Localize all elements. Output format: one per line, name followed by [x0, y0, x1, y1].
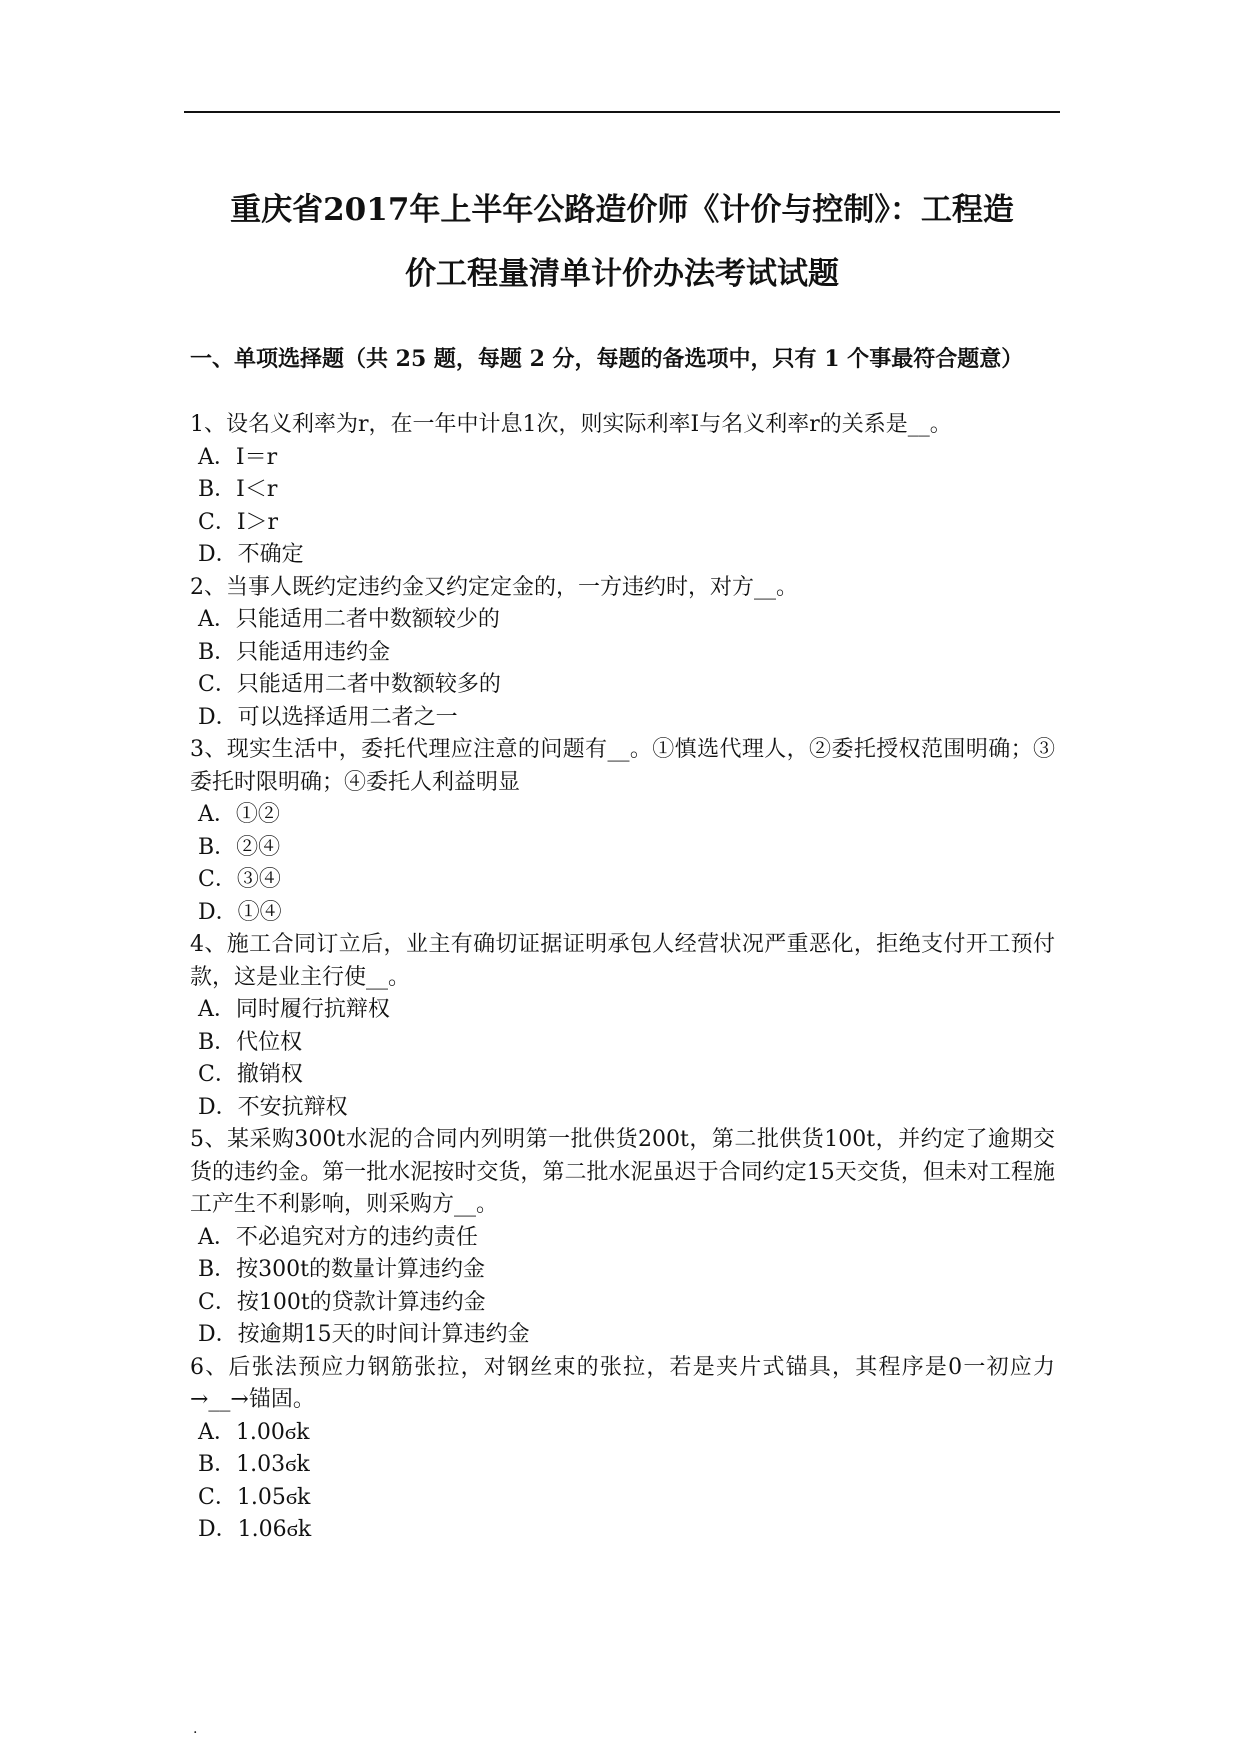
question-list [190, 409, 1055, 1547]
question-stem: 3、现实生活中，委托代理应注意的问题有__。①慎选代理人，②委托授权范围明确；③委托时限明确；④委托人利益明显 [190, 737, 1055, 795]
section-heading: 一、单项选择题（共 25 题，每题 2 分，每题的备选项中，只有 1 个事最符合题意） [190, 346, 1024, 372]
option-c: C．I＞r [198, 509, 279, 535]
option-a: A．①② [198, 802, 280, 827]
question-5 [190, 1124, 1055, 1352]
question-stem: 5、某采购300t水泥的合同内列明第一批供货200t，第二批供货100t，并约定了逾期交货的违约金。第一批水泥按时交货，第二批水泥虽迟于合同约定15天交货，但未对工程施工产生不利影响，则采购方__。 [190, 1127, 1055, 1217]
question-stem: 2、当事人既约定违约金又约定定金的，一方违约时，对方__。 [190, 574, 798, 600]
document-title [184, 178, 1060, 306]
option-c: C．1.05ϭk [198, 1484, 311, 1510]
question-4 [190, 929, 1055, 1124]
option-b: B．只能适用违约金 [198, 639, 391, 665]
option-c: C．按100t的贷款计算违约金 [198, 1289, 486, 1315]
question-stem: 6、后张法预应力钢筋张拉，对钢丝束的张拉，若是夹片式锚具，其程序是0一初应力→__→锚固。 [190, 1354, 1055, 1412]
option-a: A．只能适用二者中数额较少的 [198, 607, 500, 632]
option-c: C．撤销权 [198, 1062, 303, 1087]
option-d: D．按逾期15天的时间计算违约金 [198, 1322, 530, 1347]
option-b: B．1.03ϭk [198, 1452, 310, 1477]
option-c: C．③④ [198, 867, 281, 892]
option-b: B．I＜r [198, 477, 278, 502]
option-a: A．1.00ϭk [198, 1419, 310, 1445]
question-1 [190, 409, 1055, 572]
option-b: B．②④ [198, 834, 281, 860]
question-6 [190, 1352, 1055, 1547]
option-d: D．①④ [198, 899, 282, 925]
question-stem: 4、施工合同订立后，业主有确切证据证明承包人经营状况严重恶化，拒绝支付开工预付款，这是业主行使__。 [190, 932, 1055, 990]
option-c: C．只能适用二者中数额较多的 [198, 672, 501, 697]
option-a: A．I＝r [198, 444, 278, 470]
option-d: D．1.06ϭk [198, 1517, 312, 1542]
option-d: D．不确定 [198, 542, 304, 567]
option-b: B．按300t的数量计算违约金 [198, 1257, 485, 1282]
question-stem: 1、设名义利率为r，在一年中计息1次，则实际利率I与名义利率r的关系是__。 [190, 412, 952, 437]
header-rule [184, 111, 1060, 113]
option-d: D．可以选择适用二者之一 [198, 704, 458, 730]
question-3 [190, 734, 1055, 929]
question-2 [190, 572, 1055, 735]
option-b: B．代位权 [198, 1029, 303, 1055]
option-a: A．同时履行抗辩权 [198, 997, 390, 1022]
title-line-2: 价工程量清单计价办法考试试题 [405, 256, 839, 292]
option-d: D．不安抗辩权 [198, 1094, 348, 1120]
title-line-1: 重庆省2017年上半年公路造价师《计价与控制》：工程造 [230, 192, 1014, 228]
option-a: A．不必追究对方的违约责任 [198, 1224, 478, 1250]
footer-mark: . [193, 1721, 198, 1737]
